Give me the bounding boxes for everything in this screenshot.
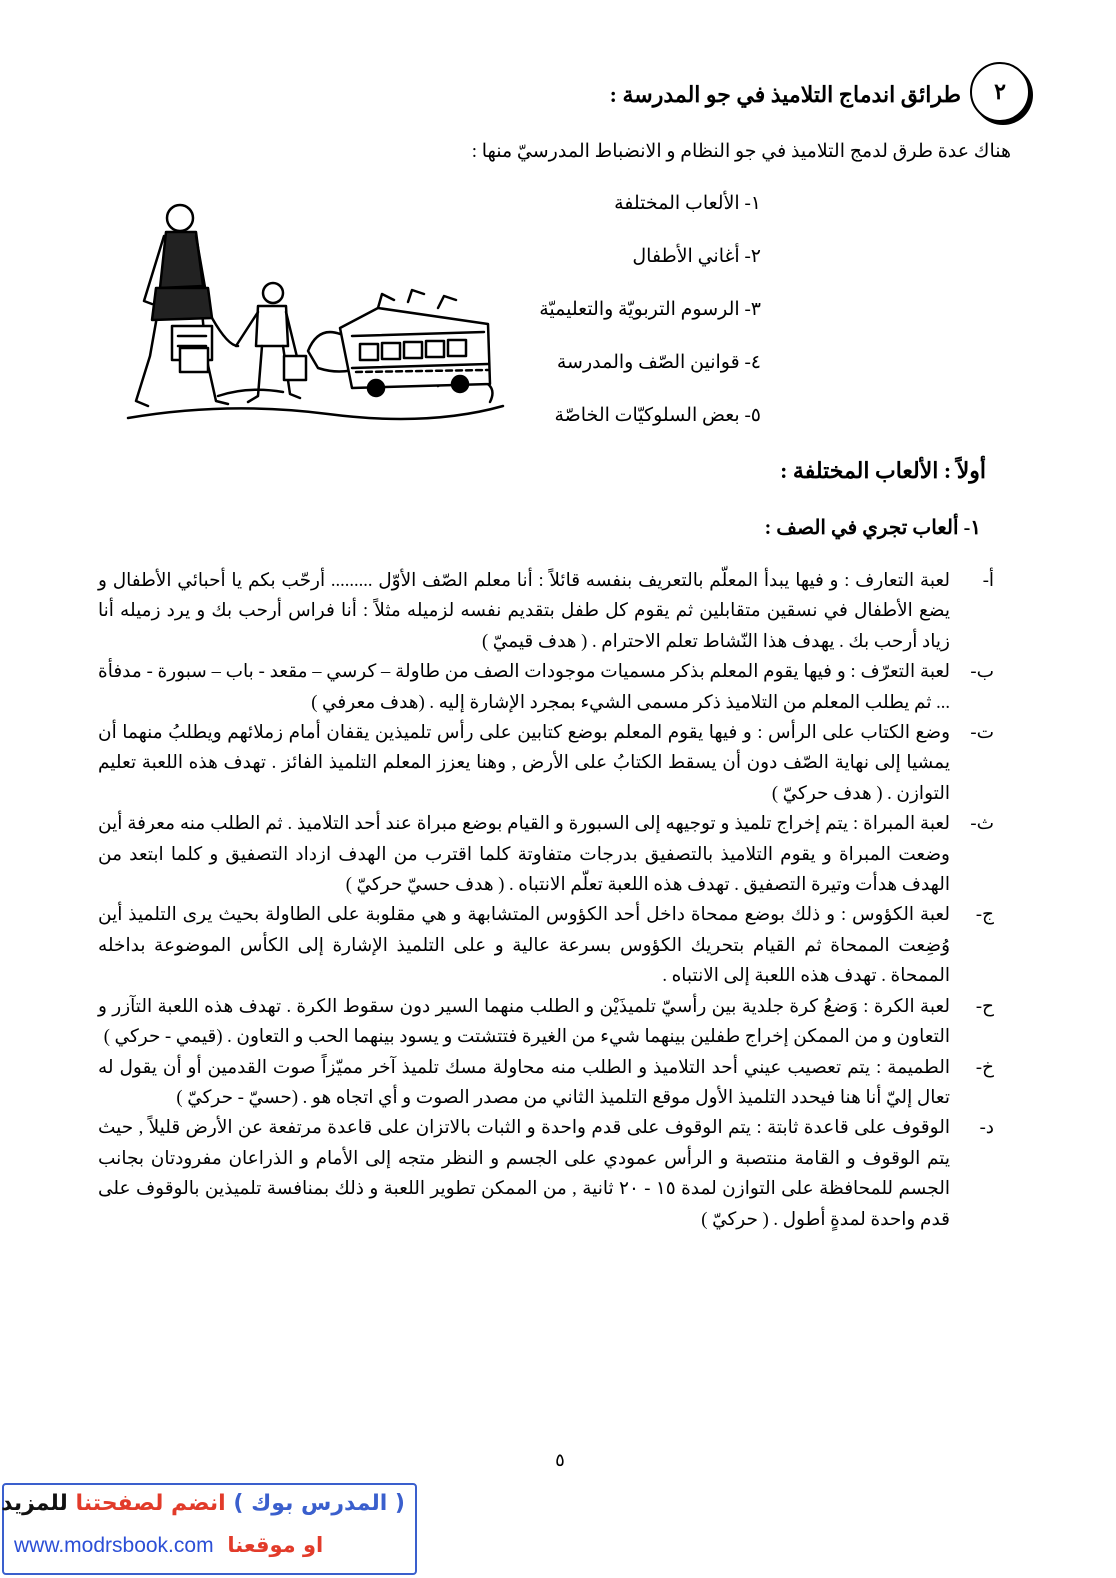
game-text: لعبة المبراة : يتم إخراج تلميذ و توجيهه إلى السبورة و القيام بوضع مبراة عند أحد التلاميذ . ثم الطلب منه معرفة أين وضعت المبراة و يقوم التلاميذ بالتصفيق بدرجات متفاوتة كلما اقترب من الهدف ازداد التصفيق و كلما ابتعد من الهدف هدأت وتيرة التصفيق . تهدف هذه اللعبة تعلّم الانتباه . ( هدف حسيّ حركيّ ) — [98, 814, 950, 896]
game-text: لعبة التعرّف : و فيها يقوم المعلم بذكر مسميات موجودات الصف من طاولة – كرسي – مقعد - باب – سبورة - مدفأة ... ثم يطلب المعلم من التلاميذ ذكر مسمى الشيء بمجرد الإشارة إليه . (هدف معرفي ) — [98, 662, 950, 713]
game-item — [98, 718, 994, 809]
game-text: وضع الكتاب على الرأس : و فيها يقوم المعلم بوضع كتابين على رأس تلميذين يقفان أمام زملائهم ويطلبُ منهما أن يمشيا إلى نهاية الصّف دون أن يسقط الكتابُ على الأرض , وهنا يعزز المعلم التلميذ الفائز . تهدف هذه اللعبة تعليم التوازن . ( هدف حركيّ ) — [98, 723, 950, 804]
intro-paragraph: هناك عدة طرق لدمج التلاميذ في جو النظام و الانضباط المدرسيّ منها : — [471, 141, 1011, 162]
game-text: الطميمة : يتم تعصيب عيني أحد التلاميذ و الطلب منه محاولة مسك تلميذ آخر مميّزاً صوت القدمين أو أن يقول له تعال إليّ أنا هنا فيحدد التلميذ الأول موقع التلميذ الثاني من مصدر الصوت و أي اتجاه هو . (حسيّ - حركيّ ) — [98, 1057, 950, 1108]
page-number: ٥ — [555, 1450, 565, 1470]
children-school-bus-illustration — [108, 196, 508, 428]
game-marker: ب- — [970, 662, 994, 683]
promo-more-text: للمزيد — [1, 1491, 68, 1516]
game-item — [98, 1053, 994, 1114]
list-item: ٥- بعض السلوكيّات الخاصّة — [554, 405, 761, 426]
game-item — [98, 1113, 994, 1235]
game-marker: ح- — [975, 996, 994, 1017]
game-marker: د- — [979, 1118, 994, 1139]
game-item — [98, 992, 994, 1053]
promo-join-text: انضم لصفحتنا — [75, 1491, 226, 1516]
section-title: طرائق اندماج التلاميذ في جو المدرسة : — [609, 82, 961, 107]
game-marker: ت- — [970, 723, 994, 744]
game-text: لعبة التعارف : و فيها يبدأ المعلّم بالتعريف بنفسه قائلاً : أنا معلم الصّف الأوّل ......... أرحّب بكم يا أحبائي الأطفال و يضع الأطفال في نسقين متقابلين ثم يقوم كل طفل بتقديم نفسه لزميله مثلاً : أنا فراس أرحب بك و يرد زميله أنا زياد أرحب بك . يهدف هذا النّشاط تعلم الاحترام . ( هدف قيميّ ) — [98, 571, 950, 652]
list-item: ١- الألعاب المختلفة — [614, 193, 761, 214]
game-text: لعبة الكؤوس : و ذلك بوضع ممحاة داخل أحد الكؤوس المتشابهة و هي مقلوبة على الطاولة بحيث يرى التلميذ أين وُضِعت الممحاة ثم القيام بتحريك الكؤوس بسرعة عالية و على التلميذ الإشارة إلى الكأس الموضوعة بداخله الممحاة . تهدف هذه اللعبة إلى الانتباه . — [98, 905, 950, 987]
promo-headline — [1, 1491, 405, 1516]
promo-page-name: ( المدرس بوك ) — [233, 1491, 405, 1516]
promo-or-site-text: او موقعنا — [227, 1533, 324, 1557]
game-item — [98, 900, 994, 991]
game-marker: خ- — [975, 1057, 994, 1078]
game-marker: ث- — [970, 814, 994, 835]
promo-url-line — [14, 1533, 409, 1558]
list-item: ٢- أغاني الأطفال — [632, 246, 761, 267]
game-marker: أ- — [982, 571, 994, 591]
subheading-classroom-games: ١- ألعاب تجري في الصف : — [764, 517, 981, 539]
game-item — [98, 809, 994, 900]
game-text: لعبة الكرة : وَضعُ كرة جلدية بين رأسيّ تلميذَيْن و الطلب منهما السير دون سقوط الكرة . تهدف هذه اللعبة التآزر و التعاون و من الممكن إخراج طفلين بينهما شيء من الغيرة فتتشتت و يسود بينهما الحب و التعاون . (قيمي - حركي ) — [98, 996, 950, 1048]
list-item: ٤- قوانين الصّف والمدرسة — [556, 352, 761, 373]
game-item — [98, 566, 994, 657]
promo-banner[interactable] — [2, 1483, 417, 1575]
games-list — [98, 566, 994, 1235]
heading-various-games: أولاً : الألعاب المختلفة : — [780, 458, 986, 483]
list-item: ٣- الرسوم التربويّة والتعليميّة — [539, 299, 761, 320]
game-marker: ج- — [975, 905, 994, 926]
game-text: الوقوف على قاعدة ثابتة : يتم الوقوف على قدم واحدة و الثبات بالاتزان على قاعدة مرتفعة عن الأرض قليلاً , حيث يتم الوقوف و القامة منتصبة و الرأس عمودي على الجسم و النظر متجه إلى الأمام و الذراعان مفرودتان بجانب الجسم للمحافظة على التوازن لمدة ١٥ - ٢٠ ثانية , من الممكن تطوير اللعبة و ذلك بمنافسة تلميذين بالوقوف على قدم واحدة لمدةٍ أطول . ( حركيّ ) — [98, 1118, 950, 1230]
game-item — [98, 657, 994, 718]
promo-url-link[interactable]: www.modrsbook.com — [14, 1534, 214, 1557]
section-number-badge: ٢ — [970, 62, 1030, 122]
